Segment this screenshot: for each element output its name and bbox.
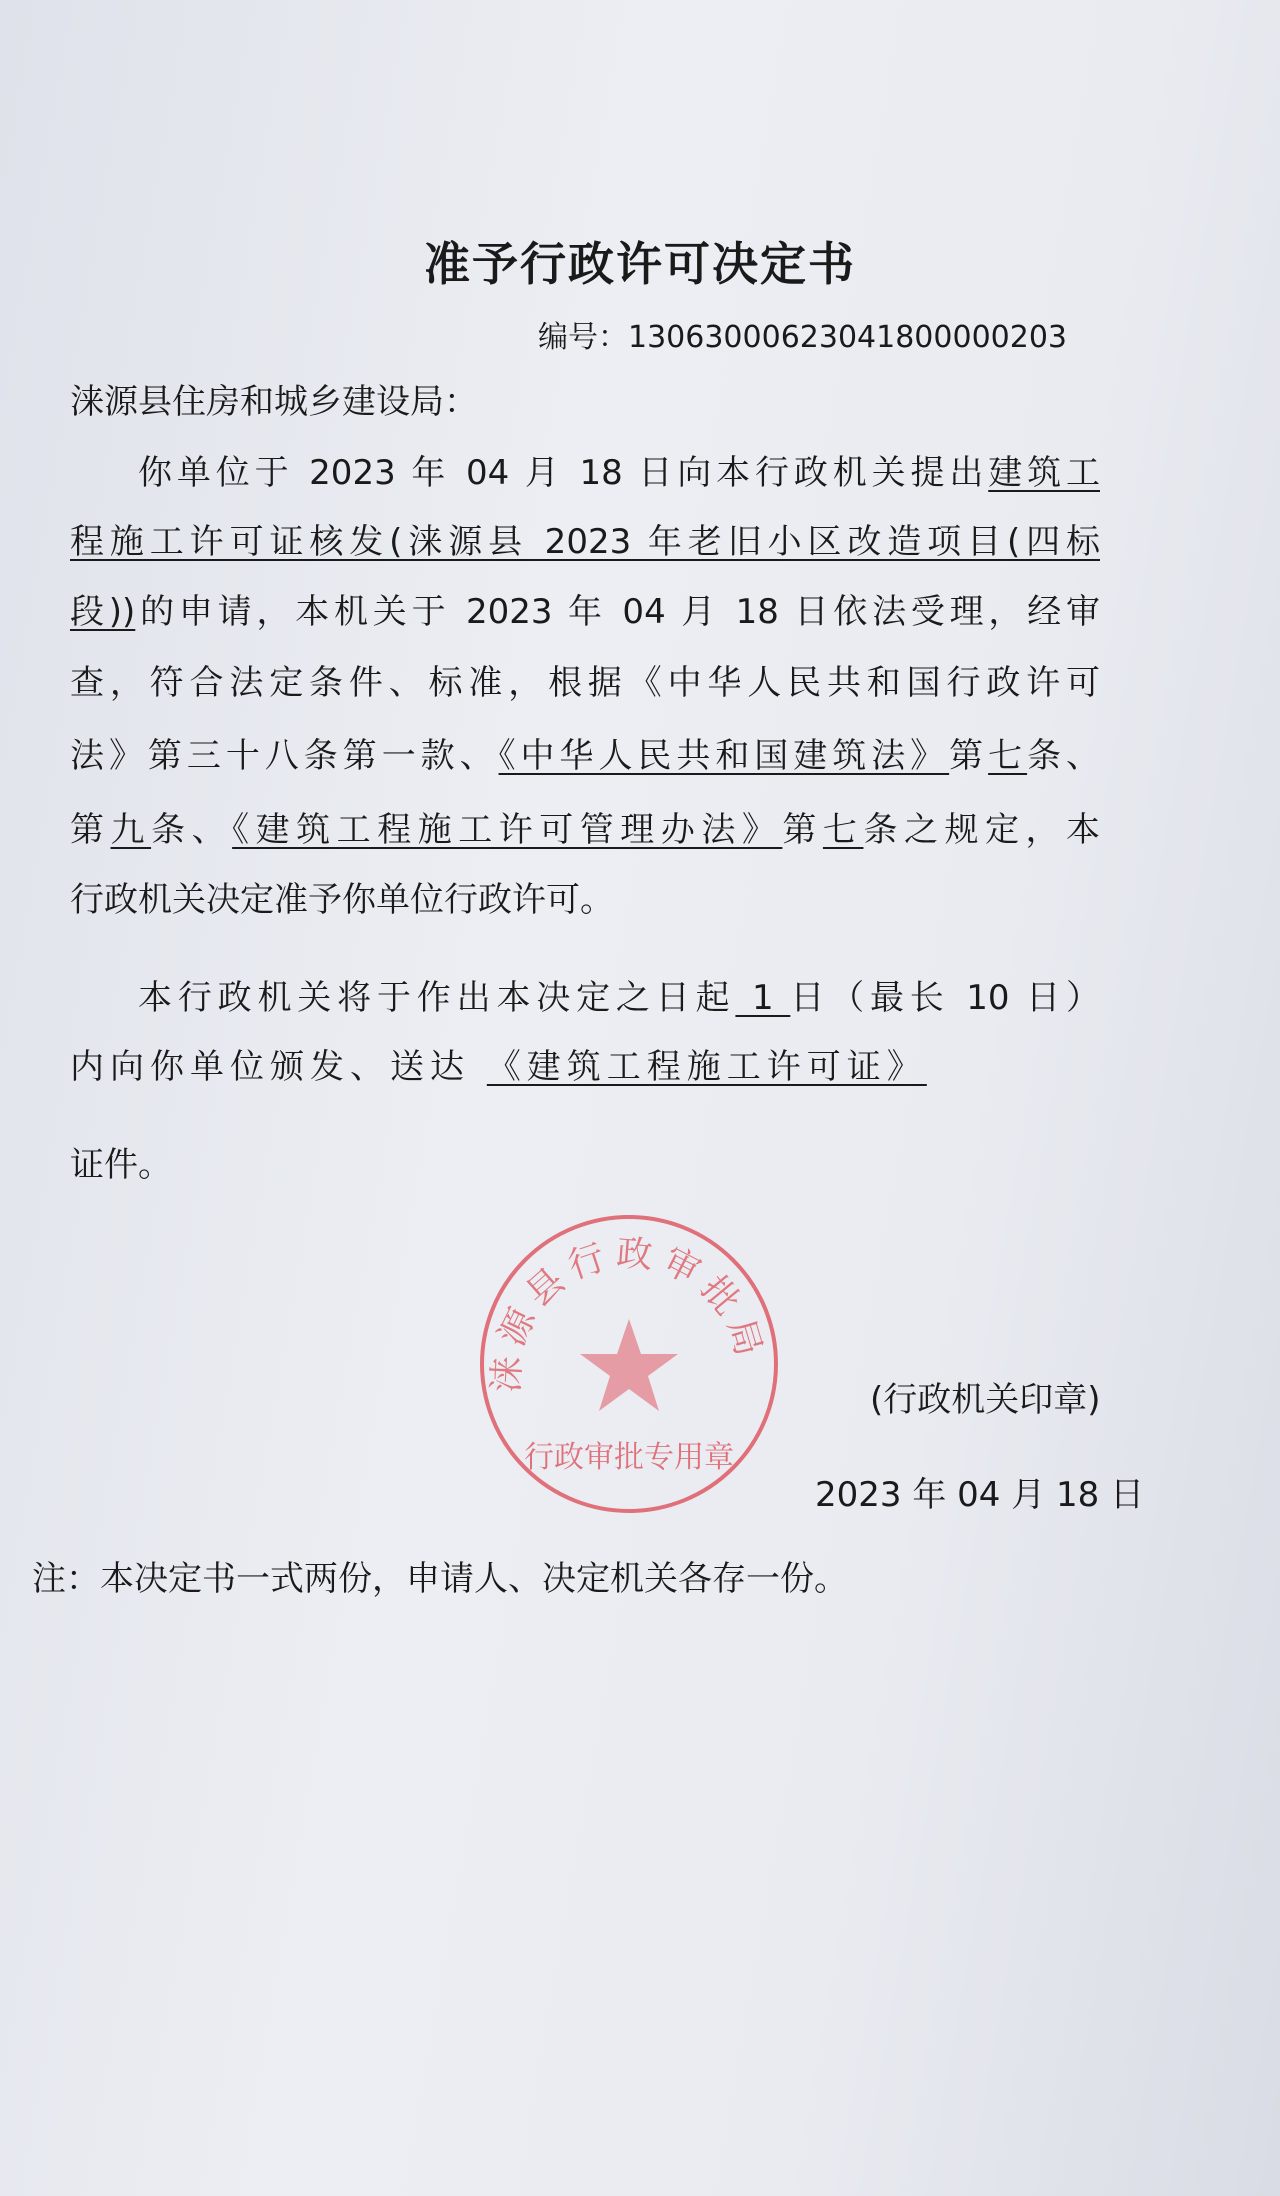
p2-line-3: 证件。	[70, 1145, 172, 1185]
seal-bottom-text: 行政审批专用章	[524, 1440, 734, 1475]
text: 第	[782, 810, 823, 850]
underlined-text: 七	[822, 810, 864, 850]
underlined-text: 七	[988, 736, 1028, 776]
text: 条、	[1027, 736, 1101, 776]
text: 第	[70, 810, 111, 850]
p1-line-5	[70, 732, 1100, 780]
p1-line-3	[70, 588, 1100, 636]
text: 的申请，本机关于 2023 年 04 月 18 日依法受理，经审	[135, 592, 1100, 632]
underlined-text: 段))	[70, 592, 136, 632]
p2-line-2	[70, 1043, 1100, 1091]
text: 你单位于 2023 年 04 月 18 日向本行政机关提出	[138, 453, 989, 493]
seal-label: (行政机关印章)	[870, 1380, 1101, 1420]
document-title: 准予行政许可决定书	[424, 237, 856, 291]
text: 法》第三十八条第一款、	[70, 736, 499, 776]
text: 条、	[151, 810, 233, 850]
text: 日（最长 10 日）	[790, 978, 1100, 1018]
star-icon	[580, 1319, 678, 1411]
underlined-text: 九	[110, 810, 152, 850]
decision-date: 2023 年 04 月 18 日	[815, 1475, 1145, 1515]
text: 本行政机关将于作出本决定之日起	[138, 978, 736, 1018]
underlined-text: 建筑工	[988, 453, 1100, 493]
addressee: 涞源县住房和城乡建设局：	[70, 382, 478, 422]
p1-line-1	[138, 449, 1100, 497]
p1-line-4: 查，符合法定条件、标准，根据《中华人民共和国行政许可	[70, 663, 1100, 703]
footnote: 注：本决定书一式两份，申请人、决定机关各存一份。	[32, 1559, 848, 1599]
text: 第	[949, 736, 989, 776]
underlined-text: 《建筑工程施工许可管理办法》	[232, 810, 783, 850]
text: 条之规定，本	[863, 810, 1101, 850]
text: 内向你单位颁发、送达	[70, 1047, 470, 1087]
p1-line-6	[70, 806, 1100, 854]
underlined-text: 《建筑工程施工许可证》	[486, 1047, 927, 1087]
official-seal	[480, 1215, 778, 1513]
p1-line-2: 程施工许可证核发(涞源县 2023 年老旧小区改造项目(四标	[70, 522, 1100, 562]
p1-line-7: 行政机关决定准予你单位行政许可。	[70, 880, 614, 920]
underlined-text: 《中华人民共和国建筑法》	[498, 736, 950, 776]
p2-line-1	[138, 974, 1100, 1022]
svg-text:涞源县行政审批局: 涞源县行政审批局	[486, 1232, 772, 1394]
document-number: 编号：13063000623041800000203	[538, 320, 1067, 355]
underlined-text: 1	[735, 978, 791, 1018]
